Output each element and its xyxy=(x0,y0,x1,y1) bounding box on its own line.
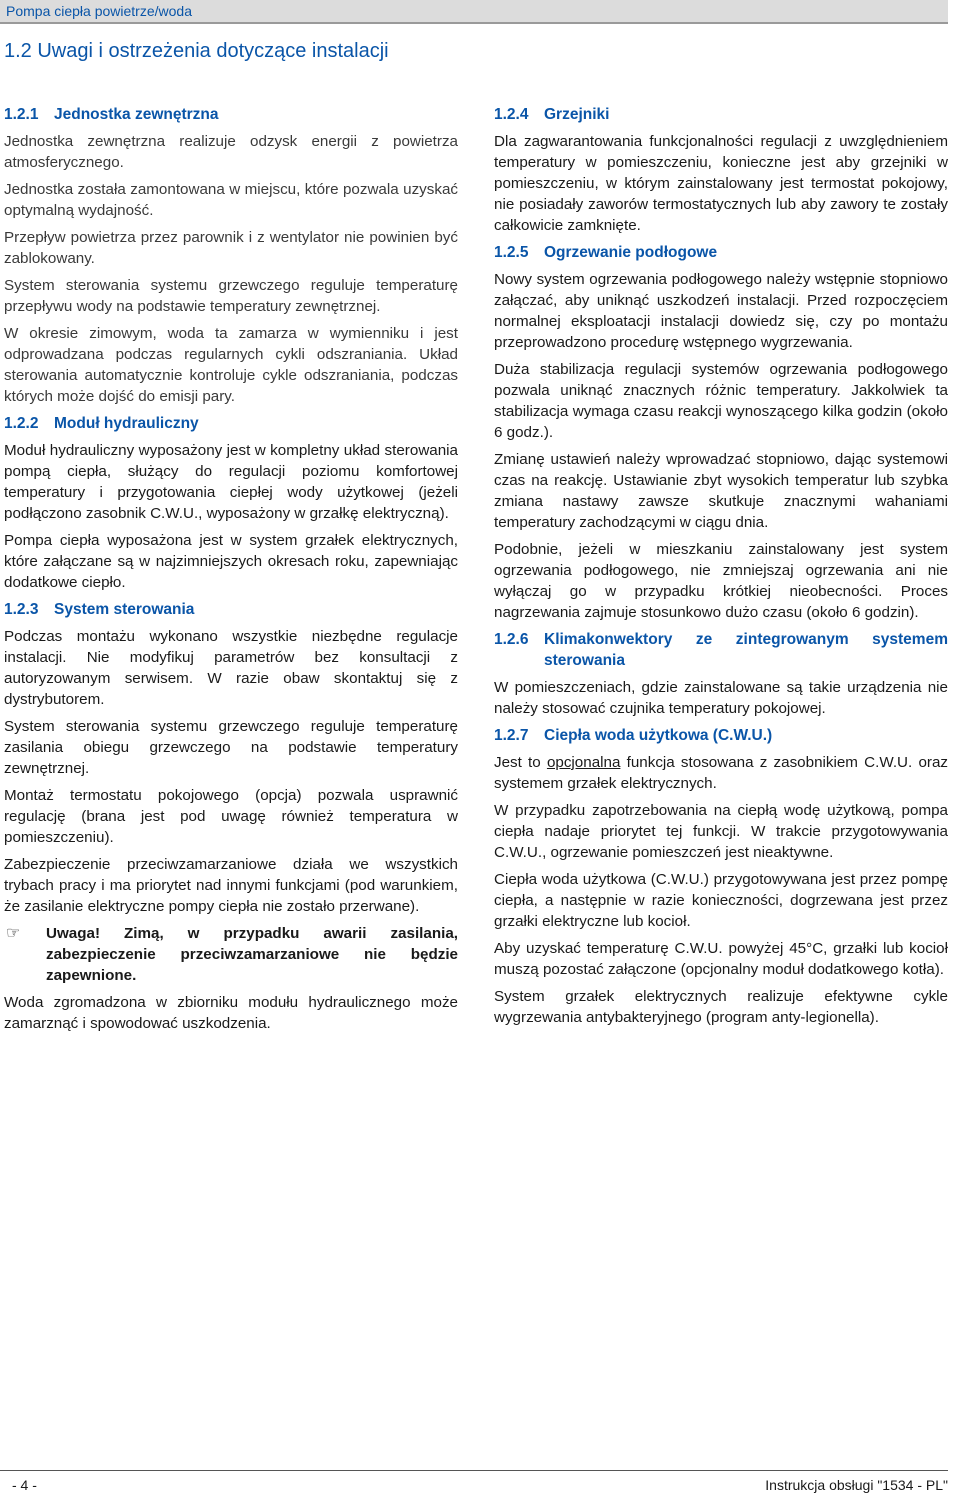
paragraph: W pomieszczeniach, gdzie zainstalowane są takie urządzenia nie należy stosować czujnika temperatury pokojowej. xyxy=(494,679,948,717)
page-header xyxy=(0,0,948,24)
pointing-hand-icon: ☞ xyxy=(6,925,21,942)
paragraph: Moduł hydrauliczny wyposażony jest w kompletny układ sterowania pompą ciepła, służący do regulacji poziomu komfortowej temperatury i przygotowania ciepłej wody użytkowej (jeżeli podłączono zasobnik C.W.U., wyposażony w grzałkę elektryczną). xyxy=(4,442,458,522)
paragraph: Podobnie, jeżeli w mieszkaniu zainstalowany jest system ogrzewania podłogowego, nie zmniejszaj ogrzewania ani nie wyłączaj go w przypadku krótkiej nieobecności. Proces nagrzewania zajmuje stosunkowo dużo czasu (około 6 godzin). xyxy=(494,541,948,621)
paragraph: Montaż termostatu pokojowego (opcja) pozwala usprawnić regulację (brana jest pod uwagę również temperatura w pomieszczeniu). xyxy=(4,787,458,846)
heading-1-2-1: 1.2.1 Jednostka zewnętrzna xyxy=(4,106,219,123)
paragraph: Ciepła woda użytkowa (C.W.U.) przygotowywana jest przez pompę ciepła, a następnie w razie konieczności, dogrzewana jest przez grzałki elektryczne lub kocioł. xyxy=(494,871,948,930)
paragraph: Woda zgromadzona w zbiorniku modułu hydraulicznego może zamarznąć i spowodować uszkodzenia. xyxy=(4,994,458,1032)
right-column xyxy=(494,104,948,1034)
page-number: - 4 - xyxy=(12,1477,37,1493)
footer-divider xyxy=(0,1470,948,1471)
paragraph: W okresie zimowym, woda ta zamarza w wymienniku i jest odprowadzana podczas regularnych cykli odszraniania. Układ sterowania automatycznie kontroluje cykle odszraniania, podczas których może dojść do emisji pary. xyxy=(4,325,458,405)
underlined-word: opcjonalna xyxy=(546,754,621,771)
heading-1-2-5: 1.2.5 Ogrzewanie podłogowe xyxy=(494,244,718,261)
heading-1-2-2: 1.2.2 Moduł hydrauliczny xyxy=(4,415,199,432)
paragraph: Dla zagwarantowania funkcjonalności regulacji z uwzględnieniem temperatury w pomieszczeniu, konieczne jest aby grzejniki w pomieszczeniu, w którym zainstalowany jest termostat pokojowy, nie posiadały zaworów termostatycznych lub aby zawory te zostały całkowicie zamknięte. xyxy=(494,133,948,234)
paragraph: System sterowania systemu grzewczego reguluje temperaturę przepływu wody na podstawie temperatury zewnętrznej. xyxy=(4,277,458,315)
paragraph: Duża stabilizacja regulacji systemów ogrzewania podłogowego pozwala uniknąć znacznych różnic temperatury. Jakkolwiek ta stabilizacja wymaga czasu reakcji wynoszącego kilka godzin (około 6 godz.). xyxy=(494,361,948,441)
warning-text: Uwaga! Zimą, w przypadku awarii zasilania, zabezpieczenie przeciwzamarzaniowe nie będzie zapewnione. xyxy=(46,925,458,984)
paragraph: Nowy system ogrzewania podłogowego należy wstępnie stopniowo załączać, aby uniknąć uszkodzeń instalacji. Przed rozpoczęciem normalnej eksploatacji instalacji dowiedz się, czy po montażu przeprowadzono procedurę wstępnego wygrzewania. xyxy=(494,271,948,351)
paragraph: Zmianę ustawień należy wprowadzać stopniowo, dając systemowi czas na reakcję. Ustawianie zbyt wysokich temperatur lub szybka zmiana nastawy zawsze skutkuje znacznymi wahaniami temperatury zachodzącymi w ciągu dnia. xyxy=(494,451,948,531)
heading-1-2-3: 1.2.3 System sterowania xyxy=(4,601,195,618)
paragraph: Podczas montażu wykonano wszystkie niezbędne regulacje instalacji. Nie modyfikuj parametrów bez konsultacji z autoryzowanym serwisem. W razie obaw skontaktuj się z dystrybutorem. xyxy=(4,628,458,708)
paragraph: Aby uzyskać temperaturę C.W.U. powyżej 45°C, grzałki lub kocioł muszą pozostać załączone (opcjonalny moduł dodatkowego kotła). xyxy=(494,940,948,978)
paragraph: Jednostka została zamontowana w miejscu, które pozwala uzyskać optymalną wydajność. xyxy=(4,181,458,219)
paragraph: Jednostka zewnętrzna realizuje odzysk energii z powietrza atmosferycznego. xyxy=(4,133,458,171)
paragraph: System grzałek elektrycznych realizuje efektywne cykle wygrzewania antybakteryjnego (program anty-legionella). xyxy=(494,988,948,1026)
paragraph: Pompa ciepła wyposażona jest w system grzałek elektrycznych, które załączane są w najzimniejszych okresach roku, zapewniając dodatkowe ciepło. xyxy=(4,532,458,591)
manual-reference: Instrukcja obsługi "1534 - PL" xyxy=(765,1477,948,1493)
paragraph: Zabezpieczenie przeciwzamarzaniowe działa we wszystkich trybach pracy i ma priorytet nad innymi funkcjami (pod warunkiem, że zasilanie elektryczne pompy ciepła nie zostało przerwane). xyxy=(4,856,458,915)
left-column xyxy=(4,104,458,1040)
heading-1-2-7: 1.2.7 Ciepła woda użytkowa (C.W.U.) xyxy=(494,727,773,744)
paragraph: W przypadku zapotrzebowania na ciepłą wodę użytkową, pompa ciepła nadaje priorytet tej funkcji. W trakcie przygotowywania C.W.U., ogrzewanie pomieszczeń jest nieaktywne. xyxy=(494,802,948,861)
warning-note xyxy=(4,923,458,986)
section-title: 1.2 Uwagi i ostrzeżenia dotyczące instalacji xyxy=(4,40,389,62)
paragraph: Przepływ powietrza przez parownik i z wentylator nie powinien być zablokowany. xyxy=(4,229,458,267)
heading-1-2-6: 1.2.6 Klimakonwektory ze zintegrowanym systemem sterowania xyxy=(494,631,948,669)
heading-1-2-4: 1.2.4 Grzejniki xyxy=(494,106,610,123)
paragraph: Jest to opcjonalna funkcja stosowana z zasobnikiem C.W.U. oraz systemem grzałek elektrycznych. xyxy=(494,754,948,792)
paragraph: System sterowania systemu grzewczego reguluje temperaturę zasilania obiegu grzewczego na podstawie temperatury zewnętrznej. xyxy=(4,718,458,777)
header-title: Pompa ciepła powietrze/woda xyxy=(6,3,192,19)
